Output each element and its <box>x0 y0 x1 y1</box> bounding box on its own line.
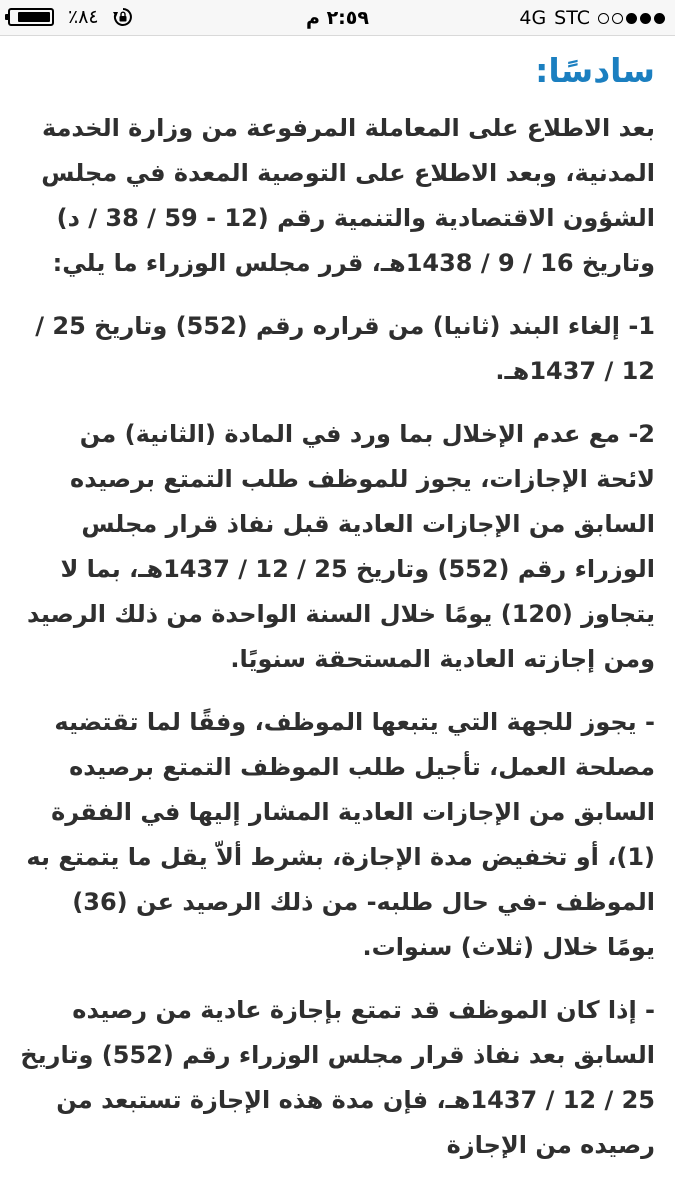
paragraph-intro: بعد الاطلاع على المعاملة المرفوعة من وزارة الخدمة المدنية، وبعد الاطلاع على التوصية المعدة في مجلس الشؤون الاقتصادية والتنمية رقم (12 - 59 / 38 / د) وتاريخ 16 / 9 / 1438هـ، قرر مجلس الوزراء ما يلي: <box>41 114 655 278</box>
network-type: 4G <box>519 7 547 29</box>
signal-strength-icon <box>598 13 665 24</box>
signal-dot <box>654 13 665 24</box>
carrier-name: STC <box>554 7 590 29</box>
article <box>18 48 655 1186</box>
signal-dot <box>640 13 651 24</box>
status-bar <box>0 0 675 36</box>
battery-percent: ٪٨٤ <box>68 6 99 28</box>
signal-dot <box>598 13 609 24</box>
status-bar-right <box>519 7 665 29</box>
signal-dot <box>612 13 623 24</box>
clock: ٢:٥٩ م <box>306 7 369 29</box>
paragraph-item-1: 1- إلغاء البند (ثانيا) من قراره رقم (552) وتاريخ 25 / 12 / 1437هـ. <box>35 312 655 386</box>
signal-dot <box>626 13 637 24</box>
paragraph-item-2: 2- مع عدم الإخلال بما ورد في المادة (الثانية) من لائحة الإجازات، يجوز للموظف طلب التمتع برصيده السابق من الإجازات العادية قبل نفاذ قرار مجلس الوزراء رقم (552) وتاريخ 25 / 12 / 1437هـ، بما لا يتجاوز (120) يومًا خلال السنة الواحدة من ذلك الرصيد ومن إجازته العادية المستحقة سنويًا. <box>26 420 655 674</box>
section-heading: سادسًا: <box>535 51 655 90</box>
paragraph-postponement: - يجوز للجهة التي يتبعها الموظف، وفقًا لما تقتضيه مصلحة العمل، تأجيل طلب الموظف التمتع برصيده السابق من الإجازات العادية المشار إليها في الفقرة (1)، أو تخفيض مدة الإجازة، بشرط ألاّ يقل ما يتمتع به الموظف -في حال طلبه- من ذلك الرصيد عن (36) يومًا خلال (ثلاث) سنوات. <box>26 708 655 962</box>
paragraph-deduction: - إذا كان الموظف قد تمتع بإجازة عادية من رصيده السابق بعد نفاذ قرار مجلس الوزراء رقم (552) وتاريخ 25 / 12 / 1437هـ، فإن مدة هذه الإجازة تستبعد من رصيده من الإجازة <box>20 996 655 1160</box>
